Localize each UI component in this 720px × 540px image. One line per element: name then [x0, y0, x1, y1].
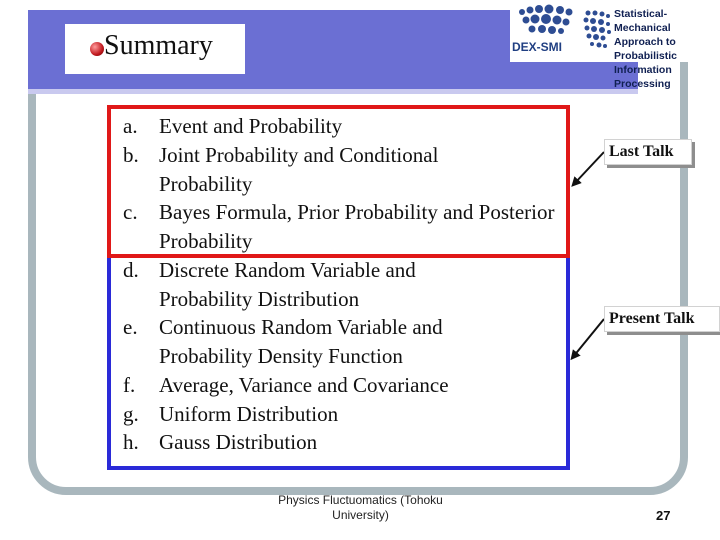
- item-letter: b.: [123, 142, 139, 167]
- logo-line-3: Information Processing: [614, 64, 672, 90]
- item-letter: a.: [123, 114, 138, 138]
- last-talk-callout: Last Talk: [604, 139, 692, 165]
- footer-caption: Physics Fluctuomatics (Tohoku University): [278, 493, 443, 522]
- item-letter: e.: [123, 315, 138, 340]
- item-letter: g.: [123, 401, 139, 426]
- item-text: Continuous Random Variable and Probability Density Function: [159, 315, 443, 368]
- item-letter: c.: [123, 200, 138, 225]
- slide-title: Summary: [104, 30, 213, 61]
- item-text: Gauss Distribution: [159, 430, 318, 455]
- item-letter: f.: [123, 372, 136, 397]
- present-talk-callout: Present Talk: [604, 306, 720, 332]
- logo-text-dex-smi: DEX-SMI: [512, 40, 563, 54]
- item-text: Bayes Formula, Prior Probability and Posterior Probability: [159, 200, 555, 253]
- item-text: Joint Probability and Conditional Probability: [159, 142, 439, 196]
- item-text: Average, Variance and Covariance: [159, 372, 449, 397]
- last-talk-arrow: [574, 152, 604, 184]
- item-letter: h.: [123, 430, 139, 455]
- item-letter: d.: [123, 257, 139, 282]
- logo-line-2: Approach to Probabilistic: [614, 36, 678, 62]
- page-number: 27: [656, 508, 671, 523]
- logo-line-1: Statistical-Mechanical: [614, 8, 671, 34]
- item-text: Discrete Random Variable and Probability Distribution: [159, 257, 416, 311]
- item-text: Event and Probability: [159, 114, 343, 138]
- item-text: Uniform Distribution: [159, 401, 339, 426]
- present-talk-arrow: [573, 319, 604, 357]
